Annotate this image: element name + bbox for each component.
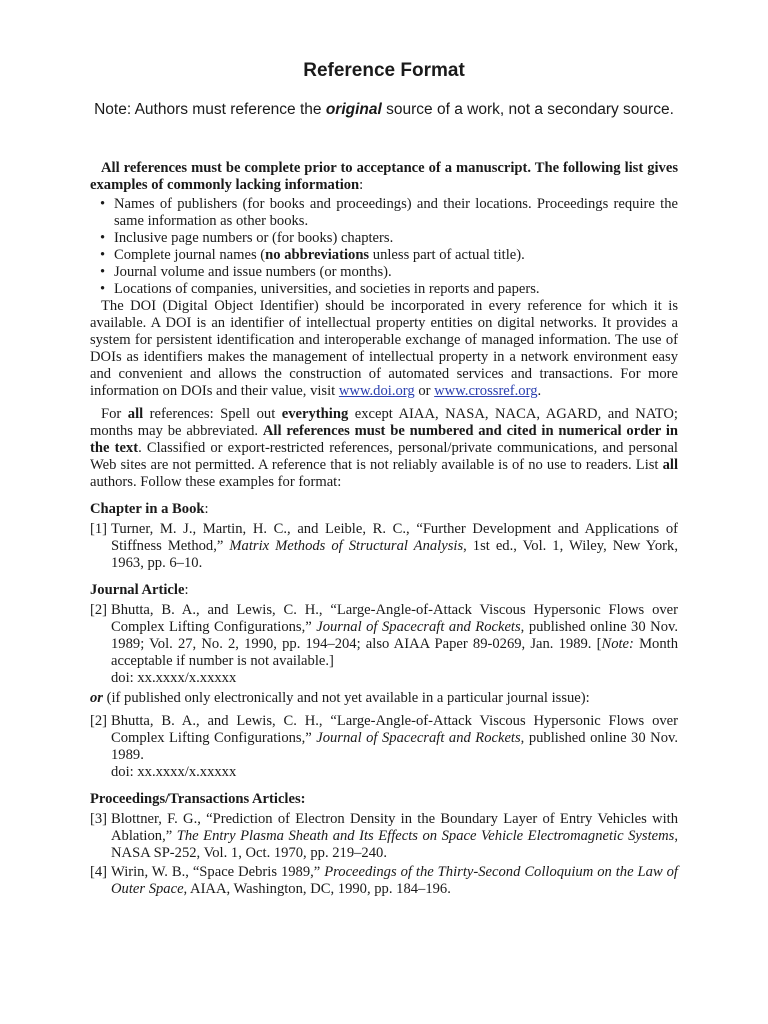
- text-run: Turner, M. J., Martin, H. C., and Leible, R. C., “Further Development and Applications of Stiffness Method,”: [111, 521, 678, 554]
- text-run: Bhutta, B. A., and Lewis, C. H., “Large-Angle-of-Attack Viscous Hypersonic Flows over Complex Lifting Configurations,”: [111, 713, 678, 746]
- italic-run: The Entry Plasma Sheath and Its Effects on Space Vehicle Electromagnetic Systems: [176, 828, 675, 844]
- list-item: [114, 196, 678, 230]
- text-run: except AIAA, NASA, NACA, AGARD, and NATO; months may be abbreviated.: [90, 406, 678, 439]
- italic-run: Matrix Methods of Structural Analysis: [229, 538, 464, 554]
- reference-number: [4]: [90, 864, 108, 880]
- crossref-link[interactable]: www.crossref.org: [434, 383, 538, 399]
- text-run: authors. Follow these examples for format:: [90, 474, 342, 490]
- italic-run: Journal of Spacecraft and Rockets: [316, 619, 521, 635]
- doi-paragraph: [90, 298, 678, 400]
- text-run: Bhutta, B. A., and Lewis, C. H., “Large-Angle-of-Attack Viscous Hypersonic Flows over Complex Lifting Configurations,”: [111, 602, 678, 635]
- reference-number: [3]: [90, 811, 108, 827]
- bold-run: all: [662, 457, 678, 473]
- or-line: [90, 690, 678, 707]
- list-item: [114, 230, 678, 247]
- list-item: [114, 264, 678, 281]
- text-run: references: Spell out: [143, 406, 282, 422]
- intro-colon: :: [359, 177, 364, 193]
- text-run: Blottner, F. G., “Prediction of Electron Density in the Boundary Layer of Entry Vehicles with Ablation,”: [111, 811, 678, 844]
- text-run: For: [101, 406, 128, 422]
- text-run: , NASA SP-252, Vol. 1, Oct. 1970, pp. 219–240.: [111, 828, 678, 861]
- list-item-text: Complete journal names (: [114, 247, 266, 263]
- list-item-text: Names of publishers (for books and proceedings) and their locations. Proceedings require the same information as other books.: [114, 196, 678, 229]
- list-item-text: Journal volume and issue numbers (or months).: [114, 264, 392, 280]
- heading-text: Journal Article: [90, 582, 185, 598]
- note-emphasis: original: [325, 101, 382, 118]
- page-title: Reference Format: [303, 60, 465, 81]
- reference-item: [90, 864, 678, 898]
- list-item-text: Locations of companies, universities, and societies in reports and papers.: [114, 281, 540, 297]
- reference-item: [90, 713, 678, 781]
- list-item: [114, 281, 678, 298]
- italic-run: Note:: [601, 636, 634, 652]
- text-run: . Classified or export-restricted references, personal/private communications, and personal Web sites are not permitted. A reference that is not reliably available is of no use to readers. List: [90, 440, 678, 473]
- doi-org-link[interactable]: www.doi.org: [338, 383, 415, 399]
- note-prefix: Note: Authors must reference the: [94, 101, 326, 118]
- authors-note: [90, 98, 678, 121]
- doi-text: The DOI (Digital Object Identifier) should be incorporated in every reference for which it is available. A DOI is an identifier of intellectual property entities on digital networks. It provides a system for persistent identification and interoperable exchange of managed information. The use of DOIs as identifiers makes the management of intellectual property in a network environment easy and convenient and allows the construction of automated services and transactions. For more information on DOIs and their value, visit: [90, 298, 678, 399]
- list-item-text: unless part of actual title).: [369, 247, 525, 263]
- intro-bold: All references must be complete prior to acceptance of a manuscript. The following list gives examples of commonly lacking information: [90, 160, 678, 193]
- doi-line: doi: xx.xxxx/x.xxxxx: [111, 670, 237, 686]
- reference-number: [2]: [90, 602, 108, 618]
- italic-run: Proceedings of the Thirty-Second Colloquium on the Law of Outer Space: [111, 864, 678, 897]
- heading-text: Chapter in a Book: [90, 501, 205, 517]
- list-item-bold: no abbreviations: [265, 247, 370, 263]
- italic-run: Journal of Spacecraft and Rockets: [316, 730, 521, 746]
- document-body: [90, 160, 678, 898]
- text-run: , published online 30 Nov. 1989.: [111, 730, 678, 763]
- reference-item: [90, 521, 678, 572]
- or-word: or: [90, 690, 103, 706]
- text-run: , 1st ed., Vol. 1, Wiley, New York, 1963, pp. 6–10.: [111, 538, 678, 571]
- doi-line: doi: xx.xxxx/x.xxxxx: [111, 764, 237, 780]
- journal-heading: [90, 582, 678, 599]
- list-item: [114, 247, 678, 264]
- bold-run: everything: [281, 406, 349, 422]
- text-run: (if published only electronically and not yet available in a particular journal issue):: [102, 690, 590, 706]
- heading-colon: :: [184, 582, 189, 598]
- heading-colon: :: [204, 501, 209, 517]
- text-run: , AIAA, Washington, DC, 1990, pp. 184–196.: [183, 881, 451, 897]
- reference-number: [2]: [90, 713, 108, 729]
- intro-paragraph: [90, 160, 678, 194]
- proceedings-heading: Proceedings/Transactions Articles:: [90, 791, 306, 807]
- missing-info-list: [90, 196, 678, 298]
- text-run: Month acceptable if number is not available.]: [111, 636, 678, 669]
- reference-number: [1]: [90, 521, 108, 537]
- reference-item: [90, 811, 678, 862]
- chapter-heading: [90, 501, 678, 518]
- doi-mid: or: [414, 383, 435, 399]
- bold-run: All references must be numbered and cited in numerical order in the text: [90, 423, 678, 456]
- reference-item: [90, 602, 678, 687]
- doi-end: .: [537, 383, 542, 399]
- note-suffix: source of a work, not a secondary source.: [381, 101, 674, 118]
- text-run: , published online 30 Nov. 1989; Vol. 27, No. 2, 1990, pp. 194–204; also AIAA Paper 89-0269, Jan. 1989. [: [111, 619, 678, 652]
- all-references-paragraph: [90, 406, 678, 491]
- bold-run: all: [127, 406, 144, 422]
- text-run: Wirin, W. B., “Space Debris 1989,”: [111, 864, 325, 880]
- list-item-text: Inclusive page numbers or (for books) chapters.: [114, 230, 394, 246]
